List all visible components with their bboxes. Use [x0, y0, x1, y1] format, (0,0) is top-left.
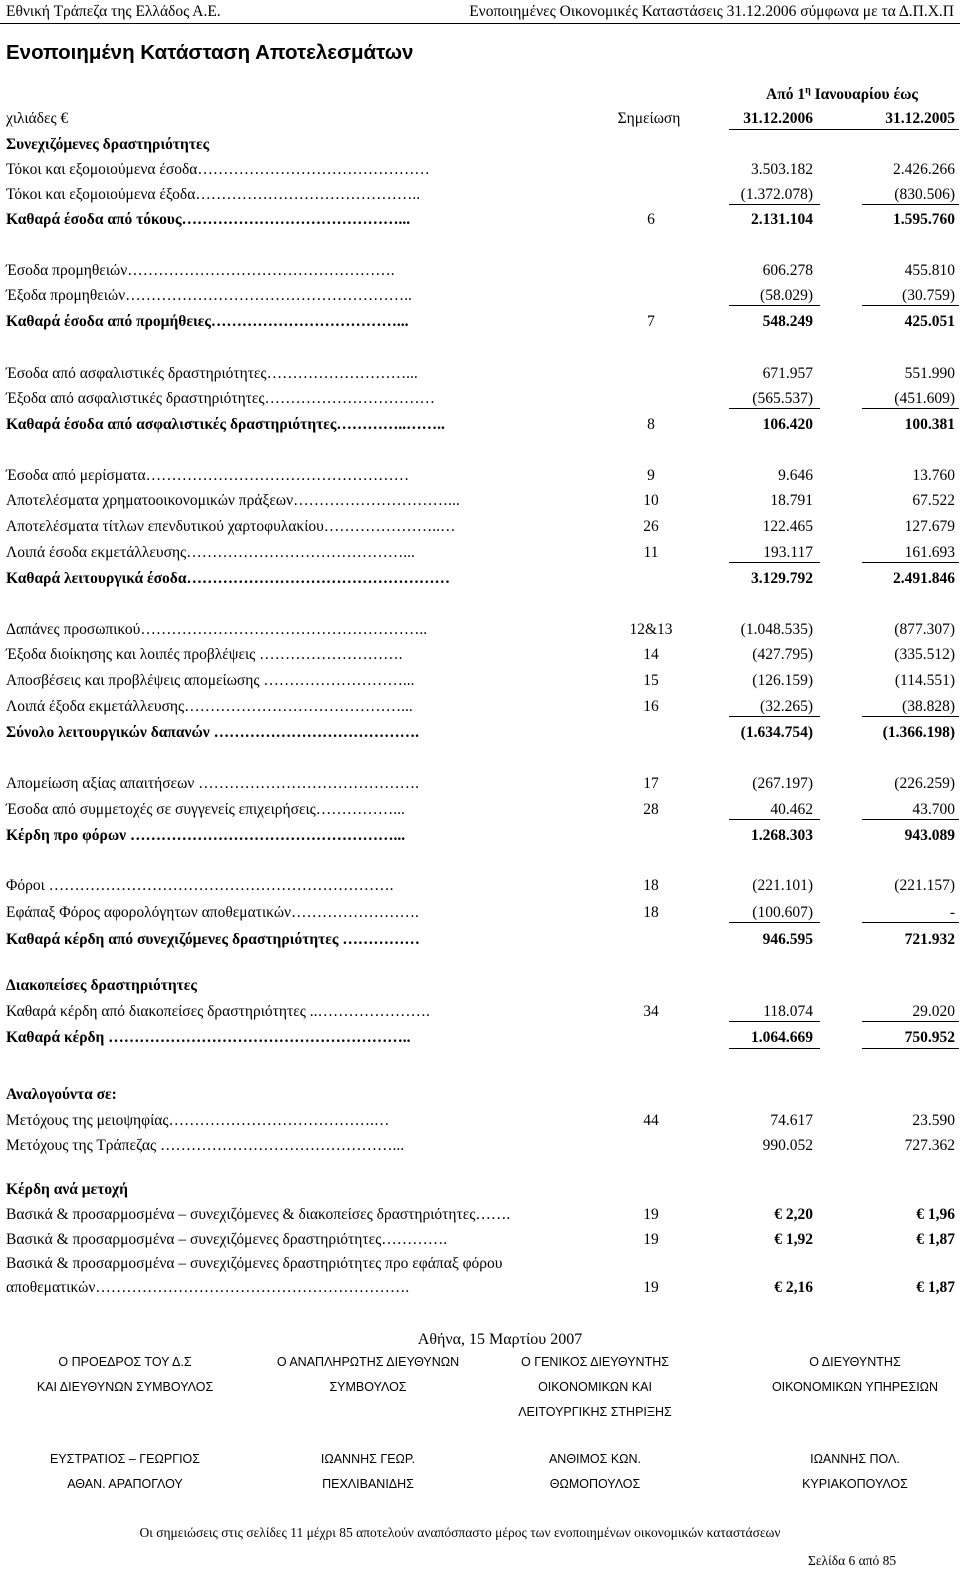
- subtotal-rule: [862, 922, 959, 923]
- row-label: Αποτελέσματα τίτλων επενδυτικού χαρτοφυλακίου…………………..…: [6, 518, 456, 535]
- signatory-title-line: Ο ΓΕΝΙΚΟΣ ΔΙΕΥΘΥΝΤΗΣ: [521, 1355, 669, 1369]
- year-2005-header: 31.12.2005: [885, 110, 955, 127]
- row-note: 11: [643, 544, 659, 561]
- signatory-name-line: ΕΥΣΤΡΑΤΙΟΣ – ΓΕΩΡΓΙΟΣ: [49, 1452, 201, 1466]
- row-label: Τόκοι και εξομοιούμενα έσοδα………………………………………: [6, 161, 430, 178]
- row-note: 26: [643, 518, 659, 535]
- row-label: Έξοδα προμηθειών………………………………………………..: [6, 287, 412, 304]
- row-value-2006: 990.052: [762, 1137, 813, 1154]
- row-note: 19: [643, 1206, 659, 1223]
- row-label: Βασικά & προσαρμοσμένα – συνεχιζόμενες δραστηριότητες προ εφάπαξ φόρου: [6, 1255, 503, 1272]
- row-label: Λοιπά έξοδα εκμετάλλευσης……………………………………...: [6, 698, 413, 715]
- row-note: 7: [647, 313, 655, 330]
- row-value-2006: 606.278: [762, 262, 813, 279]
- subtotal-rule: [729, 716, 820, 717]
- row-value-2005: 2.426.266: [893, 161, 955, 178]
- signatory-title-line: ΟΙΚΟΝΟΜΙΚΩΝ ΥΠΗΡΕΣΙΩΝ: [771, 1380, 939, 1394]
- row-value-2005: 43.700: [912, 801, 955, 818]
- period-prefix: Από 1: [766, 86, 806, 104]
- row-value-2005: 100.381: [904, 416, 955, 433]
- row-value-2006: 946.595: [762, 931, 813, 948]
- header-bank-name: Εθνική Τράπεζα της Ελλάδος Α.Ε.: [6, 3, 221, 20]
- row-value-2005: € 1,87: [916, 1231, 955, 1248]
- row-value-2006: (100.607): [752, 904, 813, 921]
- row-label: Μετόχους της Τράπεζας ………………………………………...: [6, 1137, 405, 1154]
- row-value-2005: (38.828): [902, 698, 955, 715]
- row-label: Δαπάνες προσωπικού………………………………………………..: [6, 621, 428, 638]
- subtotal-rule: [729, 562, 820, 563]
- row-label: Καθαρά έσοδα από ασφαλιστικές δραστηριότητες…………..……..: [6, 416, 445, 433]
- statement-row: [0, 543, 960, 567]
- row-note: 8: [647, 416, 655, 433]
- row-value-2005: 727.362: [904, 1137, 955, 1154]
- signatory-title-line: Ο ΔΙΕΥΘΥΝΤΗΣ: [809, 1355, 901, 1369]
- row-value-2006: (1.372.078): [740, 186, 813, 203]
- statement-row: [0, 1254, 960, 1278]
- statement-title: Ενοποιημένη Κατάσταση Αποτελεσμάτων: [6, 41, 414, 64]
- page-number: Σελίδα 6 από 85: [808, 1553, 897, 1568]
- signatory-title-line: Ο ΠΡΟΕΔΡΟΣ ΤΟΥ Δ.Σ: [58, 1355, 192, 1369]
- row-value-2005: 943.089: [904, 827, 955, 844]
- unit-label: χιλιάδες €: [6, 110, 69, 127]
- place-and-date: Αθήνα, 15 Μαρτίου 2007: [417, 1331, 583, 1348]
- subtotal-rule: [862, 716, 959, 717]
- statement-row: [0, 620, 960, 644]
- row-value-2005: 127.679: [904, 518, 955, 535]
- statement-row: [0, 697, 960, 721]
- row-label: Καθαρά κέρδη …………………………………………………..: [6, 1029, 411, 1046]
- row-value-2005: 29.020: [912, 1003, 955, 1020]
- signatory-finance-director-title: [750, 1354, 960, 1395]
- row-value-2006: (1.048.535): [740, 621, 813, 638]
- statement-row: [0, 466, 960, 490]
- row-value-2006: 106.420: [762, 416, 813, 433]
- statement-row: [0, 876, 960, 900]
- subtotal-rule: [729, 922, 820, 923]
- row-value-2006: (32.265): [760, 698, 813, 715]
- row-note: 6: [647, 211, 655, 228]
- statement-row: [0, 1278, 960, 1302]
- row-value-2005: 23.590: [912, 1112, 955, 1129]
- row-label: Κέρδη προ φόρων ……………………………………………...: [6, 827, 406, 844]
- row-value-2005: 425.051: [904, 313, 955, 330]
- row-value-2005: 455.810: [904, 262, 955, 279]
- row-value-2006: 2.131.104: [751, 211, 813, 228]
- row-value-2006: € 1,92: [774, 1231, 813, 1248]
- statement-row: [0, 645, 960, 669]
- row-label: Αναλογούντα σε:: [6, 1086, 117, 1103]
- row-value-2006: (267.197): [752, 775, 813, 792]
- row-value-2005: 1.595.760: [893, 211, 955, 228]
- subtotal-rule: [729, 819, 820, 820]
- row-value-2005: 67.522: [912, 492, 955, 509]
- row-value-2005: 2.491.846: [893, 570, 955, 587]
- statement-row: [0, 185, 960, 209]
- row-label: Αποσβέσεις και προβλέψεις απομείωσης ………………………...: [6, 672, 415, 689]
- row-value-2006: (427.795): [752, 646, 813, 663]
- subtotal-rule: [729, 1021, 820, 1022]
- row-value-2006: 1.064.669: [751, 1029, 813, 1046]
- statement-row: [0, 1230, 960, 1254]
- statement-row: [0, 671, 960, 695]
- row-value-2006: 1.268.303: [751, 827, 813, 844]
- row-value-2005: (335.512): [894, 646, 955, 663]
- row-label: Καθαρά κέρδη από διακοπείσες δραστηριότητες ..………………….: [6, 1003, 430, 1020]
- row-value-2006: 193.117: [763, 544, 813, 561]
- subtotal-rule: [862, 305, 959, 306]
- row-note: 18: [643, 904, 659, 921]
- total-rule: [862, 1048, 959, 1049]
- row-label: Καθαρά έσοδα από τόκους……………………………………...: [6, 211, 411, 228]
- subtotal-rule: [862, 819, 959, 820]
- row-value-2005: (30.759): [902, 287, 955, 304]
- row-value-2006: € 2,20: [774, 1206, 813, 1223]
- statement-row: [0, 723, 960, 747]
- subtotal-rule: [862, 204, 959, 205]
- row-value-2005: (830.506): [894, 186, 955, 203]
- row-value-2006: (565.537): [752, 390, 813, 407]
- row-value-2005: 721.932: [904, 931, 955, 948]
- statement-row: [0, 976, 960, 1000]
- row-value-2006: 548.249: [762, 313, 813, 330]
- row-note: 14: [643, 646, 659, 663]
- period-suffix: Ιανουαρίου έως: [810, 86, 918, 104]
- row-value-2005: (114.551): [894, 672, 955, 689]
- row-label: Αποτελέσματα χρηματοοικονομικών πράξεων…………………………...: [6, 492, 460, 509]
- header-document-title: Ενοποιημένες Οικονομικές Καταστάσεις 31.12.2006 σύμφωνα με τα Δ.Π.Χ.Π: [469, 3, 954, 20]
- signatory-general-manager-title: [500, 1354, 690, 1420]
- statement-row: [0, 312, 960, 336]
- row-value-2005: -: [949, 904, 955, 921]
- signatory-name-line: ΙΩΑΝΝΗΣ ΠΟΛ.: [810, 1452, 900, 1466]
- row-value-2006: (221.101): [752, 877, 813, 894]
- row-note: 10: [643, 492, 659, 509]
- column-header-row: [0, 109, 960, 133]
- row-note: 19: [643, 1279, 659, 1296]
- row-note: 19: [643, 1231, 659, 1248]
- row-label: Καθαρά έσοδα από προμήθειες………………………………...: [6, 313, 409, 330]
- signatory-name-line: ΠΕΧΛΙΒΑΝΙΔΗΣ: [322, 1477, 414, 1491]
- statement-row: [0, 569, 960, 593]
- row-value-2005: € 1,96: [916, 1206, 955, 1223]
- statement-row: [0, 364, 960, 388]
- subtotal-rule: [862, 1021, 959, 1022]
- statement-row: [0, 389, 960, 413]
- subtotal-rule: [862, 562, 959, 563]
- signatory-title-line: ΛΕΙΤΟΥΡΓΙΚΗΣ ΣΤΗΡΙΞΗΣ: [518, 1405, 672, 1419]
- note-column-header: Σημείωση: [617, 110, 681, 127]
- row-label: Βασικά & προσαρμοσμένα – συνεχιζόμενες & διακοπείσες δραστηριότητες…….: [6, 1206, 511, 1223]
- row-value-2006: 3.129.792: [751, 570, 813, 587]
- row-note: 17: [643, 775, 659, 792]
- row-label: Έσοδα προμηθειών…………………………………………….: [6, 262, 395, 279]
- row-value-2005: (1.366.198): [882, 724, 955, 741]
- signatory-name-line: ΚΥΡΙΑΚΟΠΟΥΛΟΣ: [802, 1477, 908, 1491]
- row-note: 28: [643, 801, 659, 818]
- signatory-name-line: ΙΩΑΝΝΗΣ ΓΕΩΡ.: [320, 1452, 416, 1466]
- statement-row: [0, 1002, 960, 1026]
- statement-row: [0, 903, 960, 927]
- row-note: 44: [643, 1112, 659, 1129]
- signatory-title-line: ΣΥΜΒΟΥΛΟΣ: [329, 1380, 407, 1394]
- period-superscript: η: [805, 85, 811, 96]
- statement-row: [0, 1028, 960, 1052]
- row-note: 34: [643, 1003, 659, 1020]
- signatory-chairman-title: [20, 1354, 230, 1395]
- row-label: Έσοδα από μερίσματα……………………………………………: [6, 467, 410, 484]
- row-note: 18: [643, 877, 659, 894]
- row-label: Μετόχους της μειοψηφίας………………………………….…: [6, 1112, 390, 1129]
- row-note: 15: [643, 672, 659, 689]
- row-label: Συνεχιζόμενες δραστηριότητες: [6, 136, 210, 153]
- signatory-title-line: ΟΙΚΟΝΟΜΙΚΩΝ ΚΑΙ: [538, 1380, 652, 1394]
- signatory-name-line: ΑΝΘΙΜΟΣ ΚΩΝ.: [548, 1452, 642, 1466]
- row-value-2006: (126.159): [752, 672, 813, 689]
- statement-row: [0, 1111, 960, 1135]
- statement-row: [0, 286, 960, 310]
- row-label: Έσοδα από συμμετοχές σε συγγενείς επιχειρήσεις……………...: [6, 801, 405, 818]
- signatory-deputy-ceo-title: [252, 1354, 484, 1395]
- row-value-2006: € 2,16: [774, 1279, 813, 1296]
- footer-note: Οι σημειώσεις στις σελίδες 11 μέχρι 85 αποτελούν αναπόσπαστο μέρος των ενοποιημένων οικονομικών καταστάσεων: [139, 1525, 781, 1540]
- statement-row: [0, 210, 960, 234]
- row-value-2006: 671.957: [762, 365, 813, 382]
- statement-row: [0, 826, 960, 850]
- statement-row: [0, 415, 960, 439]
- row-label: Έσοδα από ασφαλιστικές δραστηριότητες………………………...: [6, 365, 418, 382]
- row-value-2005: (877.307): [894, 621, 955, 638]
- statement-row: [0, 135, 960, 159]
- statement-row: [0, 1205, 960, 1229]
- signatory-title-line: Ο ΑΝΑΠΛΗΡΩΤΗΣ ΔΙΕΥΘΥΝΩΝ: [276, 1355, 460, 1369]
- row-value-2005: 161.693: [904, 544, 955, 561]
- statement-row: [0, 774, 960, 798]
- row-label: Έξοδα διοίκησης και λοιπές προβλέψεις ……………………….: [6, 646, 403, 663]
- row-value-2006: 18.791: [770, 492, 813, 509]
- row-label: Λοιπά έσοδα εκμετάλλευσης……………………………………...: [6, 544, 415, 561]
- row-value-2005: (451.609): [894, 390, 955, 407]
- statement-row: [0, 800, 960, 824]
- subtotal-rule: [729, 204, 820, 205]
- subtotal-rule: [729, 305, 820, 306]
- row-value-2005: 13.760: [912, 467, 955, 484]
- signatory-chairman-name: [20, 1451, 230, 1492]
- signatory-finance-director-name: [750, 1451, 960, 1492]
- signatory-deputy-ceo-name: [252, 1451, 484, 1492]
- column-header-underline: [729, 129, 959, 130]
- signatory-name-line: ΘΩΜΟΠΟΥΛΟΣ: [549, 1477, 641, 1491]
- subtotal-rule: [729, 408, 820, 409]
- row-note: 12&13: [629, 621, 673, 638]
- row-value-2005: (226.259): [894, 775, 955, 792]
- row-label: αποθεματικών…………………………………………………….: [6, 1279, 410, 1296]
- row-value-2005: 551.990: [904, 365, 955, 382]
- row-value-2006: 122.465: [762, 518, 813, 535]
- statement-row: [0, 1136, 960, 1160]
- row-label: Καθαρά κέρδη από συνεχιζόμενες δραστηριότητες ……………: [6, 931, 420, 948]
- row-label: Απομείωση αξίας απαιτήσεων …………………………………….: [6, 775, 420, 792]
- row-value-2006: 9.646: [778, 467, 813, 484]
- row-value-2005: € 1,87: [916, 1279, 955, 1296]
- signatory-general-manager-name: [500, 1451, 690, 1492]
- row-label: Έξοδα από ασφαλιστικές δραστηριότητες……………………………: [6, 390, 436, 407]
- row-label: Διακοπείσες δραστηριότητες: [6, 977, 197, 994]
- statement-row: [0, 491, 960, 515]
- row-label: Καθαρά λειτουργικά έσοδα……………………………………………: [6, 570, 450, 587]
- row-note: 9: [647, 467, 655, 484]
- row-value-2005: 750.952: [904, 1029, 955, 1046]
- row-label: Σύνολο λειτουργικών δαπανών ………………………………….: [6, 724, 419, 741]
- row-value-2006: 74.617: [770, 1112, 813, 1129]
- row-value-2005: (221.157): [894, 877, 955, 894]
- statement-row: [0, 1180, 960, 1204]
- row-label: Τόκοι και εξομοιούμενα έξοδα……………………………………..: [6, 186, 421, 203]
- period-heading: [725, 85, 959, 104]
- total-rule: [729, 1048, 820, 1049]
- row-value-2006: 3.503.182: [751, 161, 813, 178]
- row-value-2006: 118.074: [763, 1003, 813, 1020]
- subtotal-rule: [862, 408, 959, 409]
- row-value-2006: (58.029): [760, 287, 813, 304]
- signatory-title-line: ΚΑΙ ΔΙΕΥΘΥΝΩΝ ΣΥΜΒΟΥΛΟΣ: [36, 1380, 214, 1394]
- row-label: Κέρδη ανά μετοχή: [6, 1181, 128, 1198]
- signatory-name-line: ΑΘΑΝ. ΑΡΑΠΟΓΛΟΥ: [67, 1477, 183, 1491]
- header-divider: [0, 23, 960, 24]
- statement-row: [0, 930, 960, 954]
- statement-row: [0, 261, 960, 285]
- row-label: Εφάπαξ Φόρος αφορολόγητων αποθεματικών…………………….: [6, 904, 419, 921]
- row-value-2006: 40.462: [770, 801, 813, 818]
- row-value-2006: (1.634.754): [740, 724, 813, 741]
- row-label: Βασικά & προσαρμοσμένα – συνεχιζόμενες δραστηριότητες………….: [6, 1231, 448, 1248]
- row-label: Φόροι ………………………………………………………….: [6, 877, 394, 894]
- statement-row: [0, 1085, 960, 1109]
- statement-row: [0, 517, 960, 541]
- row-note: 16: [643, 698, 659, 715]
- year-2006-header: 31.12.2006: [743, 110, 813, 127]
- statement-row: [0, 160, 960, 184]
